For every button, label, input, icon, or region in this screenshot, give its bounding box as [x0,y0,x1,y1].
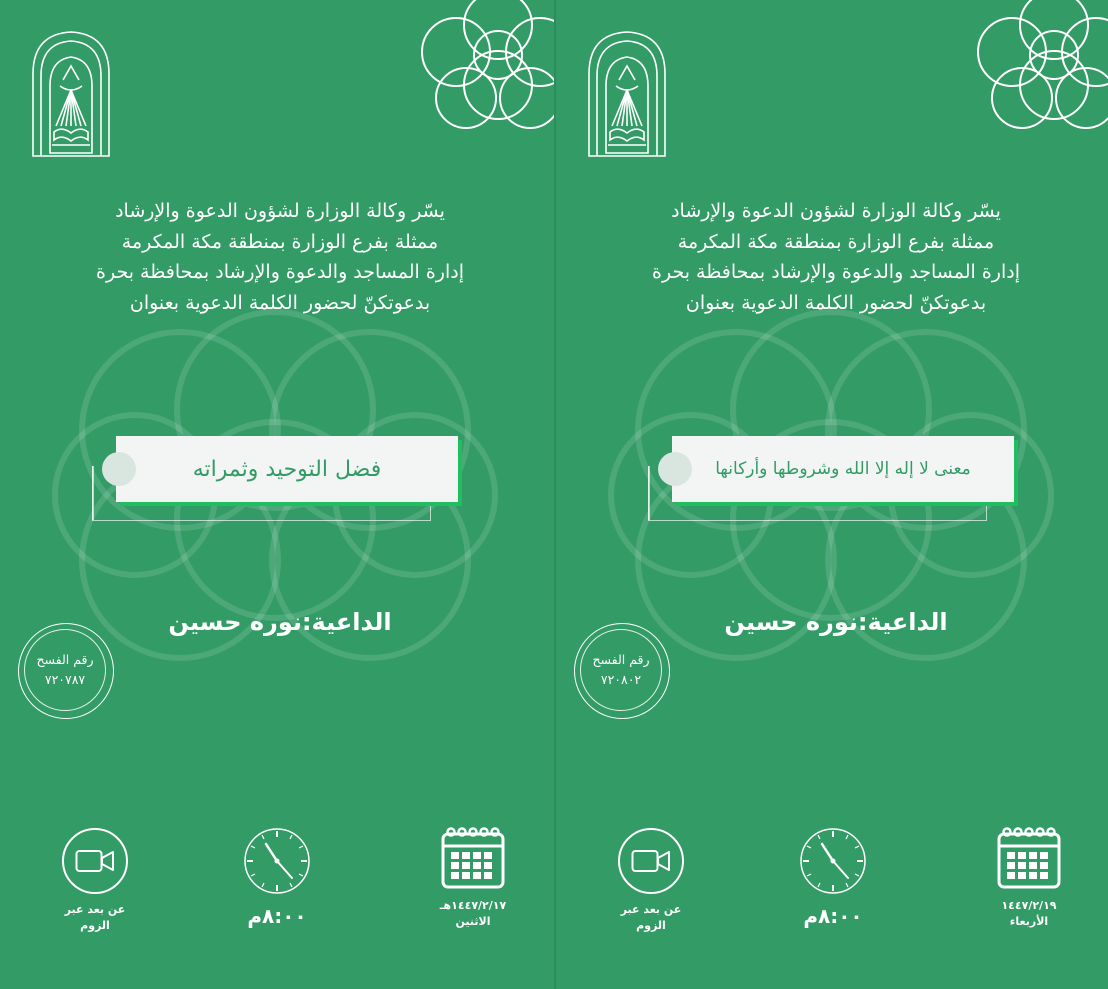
zoom-icon-circle [618,828,684,894]
calendar-icon [440,826,506,890]
zoom-label-line2: الزوم [80,919,110,932]
date-info [418,826,528,930]
clock-icon [798,826,868,896]
permit-number: ٧٢٠٧٨٧ [44,672,86,687]
event-date: ١٤٤٧/٢/١٧هـ [439,899,507,912]
event-day: الاثنين [455,915,491,928]
invitation-line: يسّر وكالة الوزارة لشؤون الدعوة والإرشاد [115,200,445,222]
permit-badge [18,623,114,719]
zoom-icon-circle [62,828,128,894]
zoom-info [40,826,150,934]
title-dot [658,452,692,486]
lecture-title-box [672,436,1014,502]
date-label [974,898,1084,930]
title-frame-edge [92,466,94,520]
ministry-emblem [30,30,112,158]
geometric-rosette [954,0,1108,150]
invitation-line: ممثلة بفرع الوزارة بمنطقة مكة المكرمة [677,230,995,253]
zoom-label-line2: الزوم [636,919,666,932]
time-info [778,826,888,928]
invitation-line: ممثلة بفرع الوزارة بمنطقة مكة المكرمة [121,230,439,253]
invitation-card-2 [556,0,1108,989]
zoom-info [596,826,706,934]
speaker-name: الداعية:نوره حسين [168,608,392,636]
zoom-label [596,902,706,934]
event-time: ٨:٠٠م [803,904,863,928]
permit-badge [574,623,670,719]
invitation-text [60,196,500,318]
zoom-label [40,902,150,934]
permit-badge-inner [24,629,106,711]
zoom-label-line1: عن بعد عبر [64,903,126,916]
invitation-line: بدعوتكنّ لحضور الكلمة الدعوية بعنوان [129,291,431,314]
invitation-line: بدعوتكنّ لحضور الكلمة الدعوية بعنوان [685,291,987,314]
title-frame-edge [648,466,650,520]
video-camera-icon [631,848,671,874]
video-camera-icon [75,848,115,874]
ministry-emblem [586,30,668,158]
invitation-line: إدارة المساجد والدعوة والإرشاد بمحافظة بحرة [652,261,1020,283]
invitation-line: إدارة المساجد والدعوة والإرشاد بمحافظة بحرة [96,261,464,283]
time-info [222,826,332,928]
lecture-title: معنى لا إله إلا الله وشروطها وأركانها [715,459,971,479]
clock-icon [242,826,312,896]
date-label [418,898,528,930]
geometric-rosette [398,0,554,150]
zoom-label-line1: عن بعد عبر [620,903,682,916]
event-time: ٨:٠٠م [247,904,307,928]
date-info [974,826,1084,930]
lecture-title: فضل التوحيد وثمراته [192,456,382,482]
permit-number: ٧٢٠٨٠٢ [600,672,642,687]
invitation-text [616,196,1056,318]
calendar-icon [996,826,1062,890]
permit-label: رقم الفسح [592,652,650,667]
invitation-line: يسّر وكالة الوزارة لشؤون الدعوة والإرشاد [671,200,1001,222]
event-date: ١٤٤٧/٢/١٩ [1001,899,1057,912]
lecture-title-box [116,436,458,502]
permit-badge-inner [580,629,662,711]
permit-label: رقم الفسح [36,652,94,667]
event-day: الأربعاء [1009,915,1049,928]
speaker-name: الداعية:نوره حسين [724,608,948,636]
title-dot [102,452,136,486]
